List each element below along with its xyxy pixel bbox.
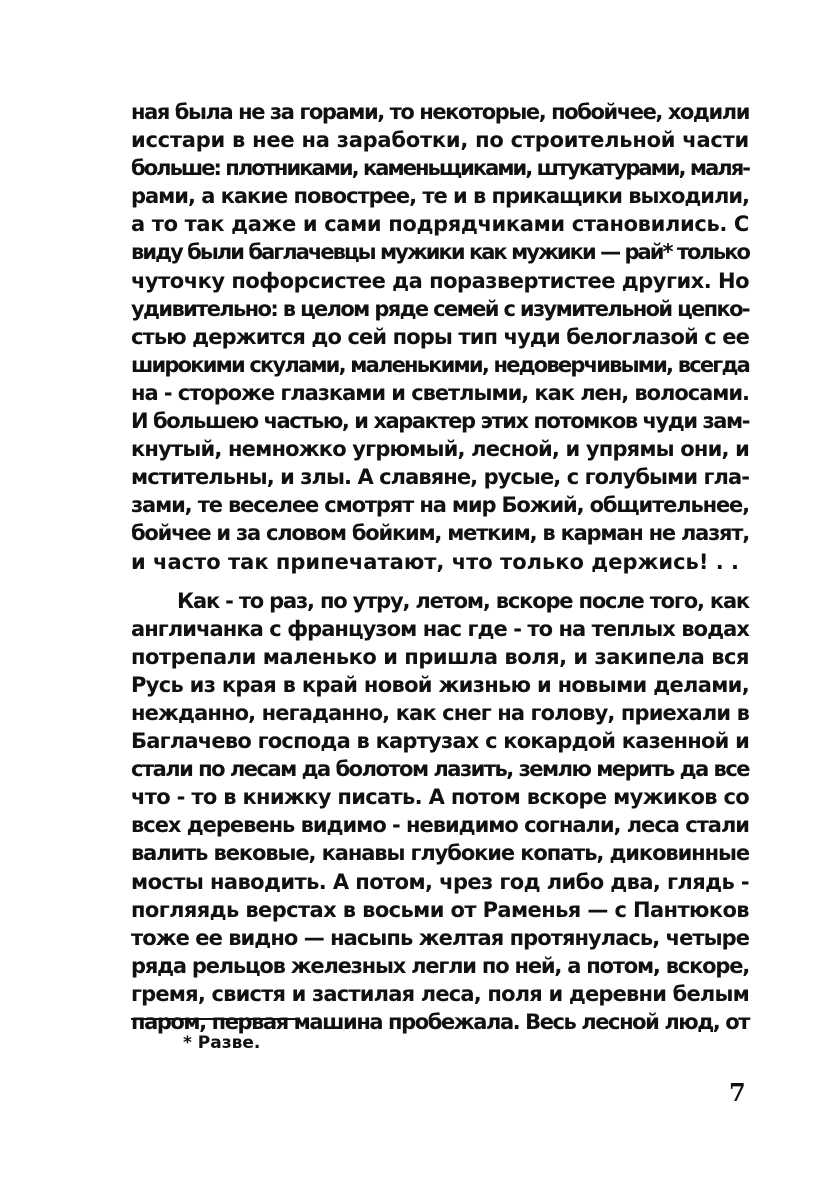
text-line: мстительны, и злы. А славяне, русые, с голубыми гла-	[131, 465, 749, 490]
text-line: зами, те веселее смотрят на мир Божий, общительнее,	[131, 493, 749, 518]
paragraph-2	[131, 587, 749, 1037]
text-line: стью держится до сей поры тип чуди белоглазой с ее	[131, 324, 749, 349]
text-line: всех деревень видимо - невидимо согнали, леса стали	[131, 813, 749, 838]
text-line: Баглачево господа в картузах с кокардой казенной и	[131, 729, 749, 754]
text-line: чуточку пофорсистее да поразвертистее других. Но	[131, 268, 749, 293]
page-number: 7	[729, 1078, 746, 1107]
text-line: бойчее и за словом бойким, метким, в карман не лазят,	[131, 521, 749, 546]
footnote-divider	[131, 1018, 299, 1020]
text-line: и часто так припечатают, что только держись! . .	[131, 549, 739, 574]
text-line: валить вековые, канавы глубокие копать, диковинные	[131, 841, 749, 866]
book-page	[131, 98, 749, 1188]
text-line: что - то в книжку писать. А потом вскоре мужиков со	[131, 785, 749, 810]
text-line: тоже ее видно — насыпь желтая протянулась, четыре	[131, 925, 749, 950]
text-line: больше: плотниками, каменьщиками, штукатурами, маля-	[131, 156, 749, 181]
text-line: нежданно, негаданно, как снег на голову, приехали в	[131, 700, 749, 725]
text-line: Как - то раз, по утру, летом, вскоре после того, как	[177, 588, 750, 613]
text-line: Русь из края в край новой жизнью и новыми делами,	[131, 672, 749, 697]
text-line: исстари в нее на заработки, по строительной части	[131, 128, 750, 153]
text-line: паром, первая машина пробежала. Весь лесной люд, от	[131, 1010, 749, 1034]
text-line: потрепали маленько и пришла воля, и закипела вся	[131, 644, 749, 669]
text-line: мосты наводить. А потом, чрез год либо два, глядь -	[131, 869, 749, 894]
text-line: И большею частью, и характер этих потомков чуди зам-	[131, 409, 749, 434]
footnote: * Разве.	[183, 1033, 261, 1053]
text-line: рами, а какие повострее, те и в прикащики выходили,	[131, 184, 749, 209]
paragraph-1	[131, 98, 749, 576]
text-line: стали по лесам да болотом лазить, землю мерить да все	[131, 757, 749, 782]
text-line: виду были баглачевцы мужики как мужики — рай* только	[131, 240, 749, 265]
text-line: широкими скулами, маленькими, недоверчивыми, всегда	[131, 352, 749, 377]
text-line: погляядь верстах в восьми от Раменья — с Пантюков	[131, 897, 749, 922]
text-line: англичанка с французом нас где - то на теплых водах	[131, 616, 749, 641]
text-line: удивительно: в целом ряде семей с изумительной цепко-	[131, 296, 749, 321]
text-line: гремя, свистя и застилая леса, поля и деревни белым	[131, 981, 749, 1006]
paragraph-gap	[131, 576, 749, 587]
text-line: кнутый, немножко угрюмый, лесной, и упрямы они, и	[131, 437, 749, 462]
text-line: ряда рельцов железных легли по ней, а потом, вскоре,	[131, 953, 749, 978]
text-line: ная была не за горами, то некоторые, побойчее, ходили	[131, 100, 749, 124]
text-line: а то так даже и сами подрядчиками становились. С	[131, 212, 749, 237]
text-line: на - стороже глазками и светлыми, как лен, волосами.	[131, 380, 749, 405]
